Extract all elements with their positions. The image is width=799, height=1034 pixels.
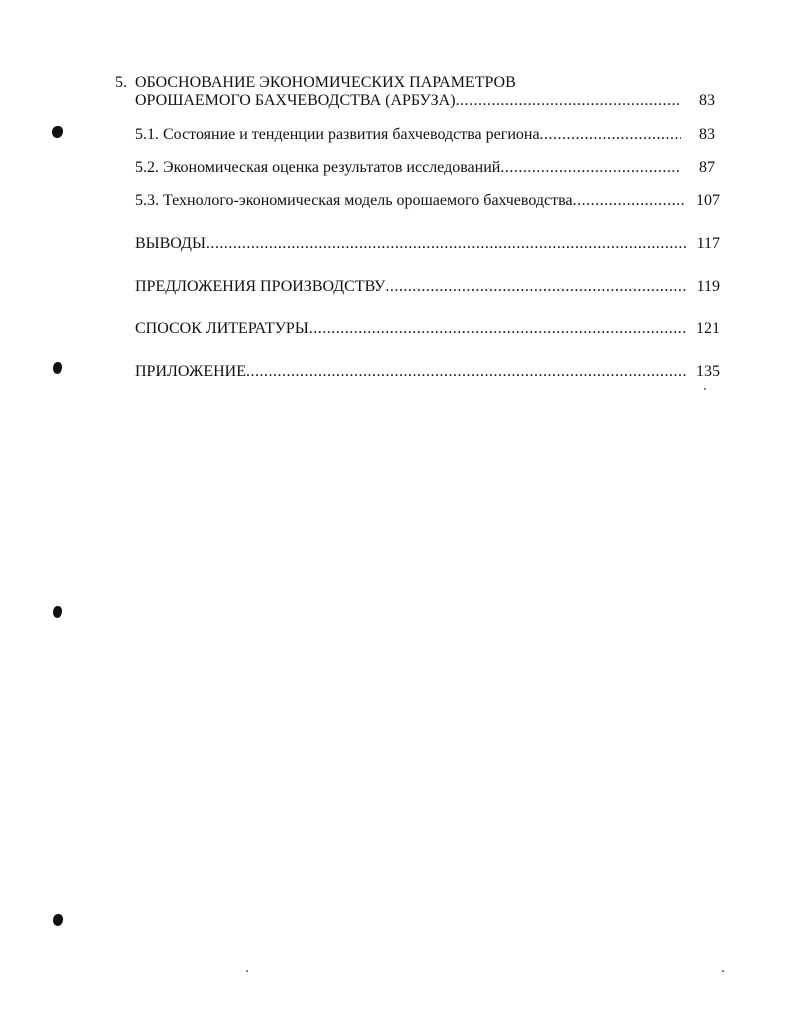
page-number: 119	[696, 278, 720, 295]
item-title: 5.2. Экономическая оценка результатов исследований	[135, 159, 501, 176]
punch-hole-mark	[53, 606, 62, 618]
punch-hole-mark	[52, 126, 63, 138]
item-title: ВЫВОДЫ	[135, 235, 206, 252]
item-title: ПРИЛОЖЕНИЕ	[135, 363, 247, 380]
punch-hole-mark	[53, 914, 63, 926]
toc-item-5-2[interactable]	[135, 159, 715, 177]
toc-item-conclusions[interactable]	[135, 235, 720, 253]
chapter-title-line1: ОБОСНОВАНИЕ ЭКОНОМИЧЕСКИХ ПАРАМЕТРОВ	[135, 74, 516, 91]
leader-dots	[206, 235, 686, 253]
scan-speck	[704, 388, 706, 390]
leader-dots	[500, 159, 681, 177]
page-number: 121	[696, 320, 720, 337]
item-title: 5.1. Состояние и тенденции развития бахчеводства региона	[135, 126, 540, 143]
page-number: 135	[696, 363, 720, 380]
toc-item-appendix[interactable]	[135, 363, 720, 381]
item-title: ПРЕДЛОЖЕНИЯ ПРОИЗВОДСТВУ	[135, 278, 386, 295]
toc-chapter-5[interactable]	[135, 92, 715, 110]
toc-item-proposals[interactable]	[135, 278, 720, 296]
leader-dots	[540, 126, 681, 144]
page-number: 83	[699, 92, 715, 109]
toc-item-references[interactable]	[135, 320, 720, 338]
page-number: 87	[699, 159, 715, 176]
page-number: 83	[699, 126, 715, 143]
item-title: 5.3. Технолого-экономическая модель орошаемого бахчеводства	[135, 192, 573, 209]
leader-dots	[246, 363, 686, 381]
leader-dots	[456, 92, 681, 110]
scan-speck	[246, 970, 248, 972]
scan-speck	[722, 970, 724, 972]
toc-item-5-1[interactable]	[135, 126, 715, 144]
leader-dots	[309, 320, 686, 338]
toc-item-5-3[interactable]	[135, 192, 720, 210]
page-number: 107	[696, 192, 720, 209]
leader-dots	[573, 192, 686, 210]
leader-dots	[385, 278, 686, 296]
chapter-number: 5.	[115, 74, 127, 91]
punch-hole-mark	[53, 362, 62, 374]
chapter-title-line2: ОРОШАЕМОГО БАХЧЕВОДСТВА (АРБУЗА)	[135, 92, 456, 109]
item-title: СПОСОК ЛИТЕРАТУРЫ	[135, 320, 309, 337]
page-number: 117	[696, 235, 720, 252]
toc-chapter-5-heading	[115, 74, 516, 92]
